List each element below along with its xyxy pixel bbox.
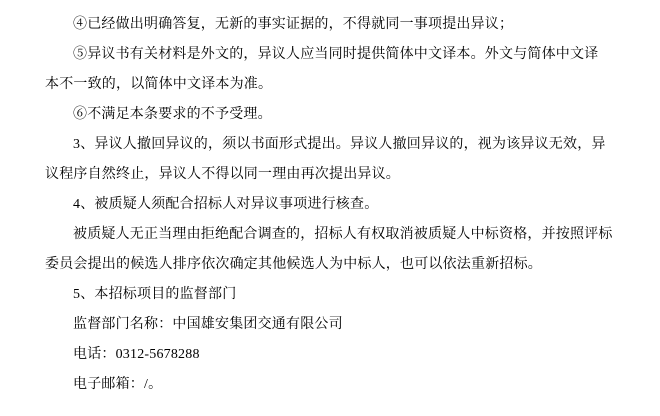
- clause-4-paragraph-line1: 被质疑人无正当理由拒绝配合调查的，招标人有权取消被质疑人中标资格，并按照评标: [73, 227, 613, 242]
- clause-circle6-line: ⑥不满足本条要求的不予受理。: [73, 107, 272, 122]
- clause-circle5-line2: 本不一致的，以简体中文译本为准。: [45, 77, 273, 92]
- clause-4-paragraph-line2: 委员会提出的候选人排序依次确定其他候选人为中标人，也可以依法重新招标。: [45, 257, 542, 272]
- clause-3-line2: 议程序自然终止，异议人不得以同一理由再次提出异议。: [45, 167, 400, 182]
- clause-5-heading-line: 5、本招标项目的监督部门: [73, 287, 237, 302]
- clause-3-line1: 3、异议人撤回异议的，须以书面形式提出。异议人撤回异议的，视为该异议无效，异: [73, 137, 606, 152]
- clause-circle4-line: ④已经做出明确答复，无新的事实证据的，不得就同一事项提出异议；: [73, 17, 514, 32]
- supervision-phone-line: 电话：0312-5678288: [73, 347, 200, 362]
- supervision-email-line: 电子邮箱：/。: [73, 377, 163, 392]
- clause-4-line: 4、被质疑人须配合招标人对异议事项进行核查。: [73, 197, 379, 212]
- supervision-name-line: 监督部门名称：中国雄安集团交通有限公司: [73, 317, 343, 332]
- clause-circle5-line1: ⑤异议书有关材料是外文的，异议人应当同时提供简体中文译本。外文与简体中文译: [73, 47, 599, 62]
